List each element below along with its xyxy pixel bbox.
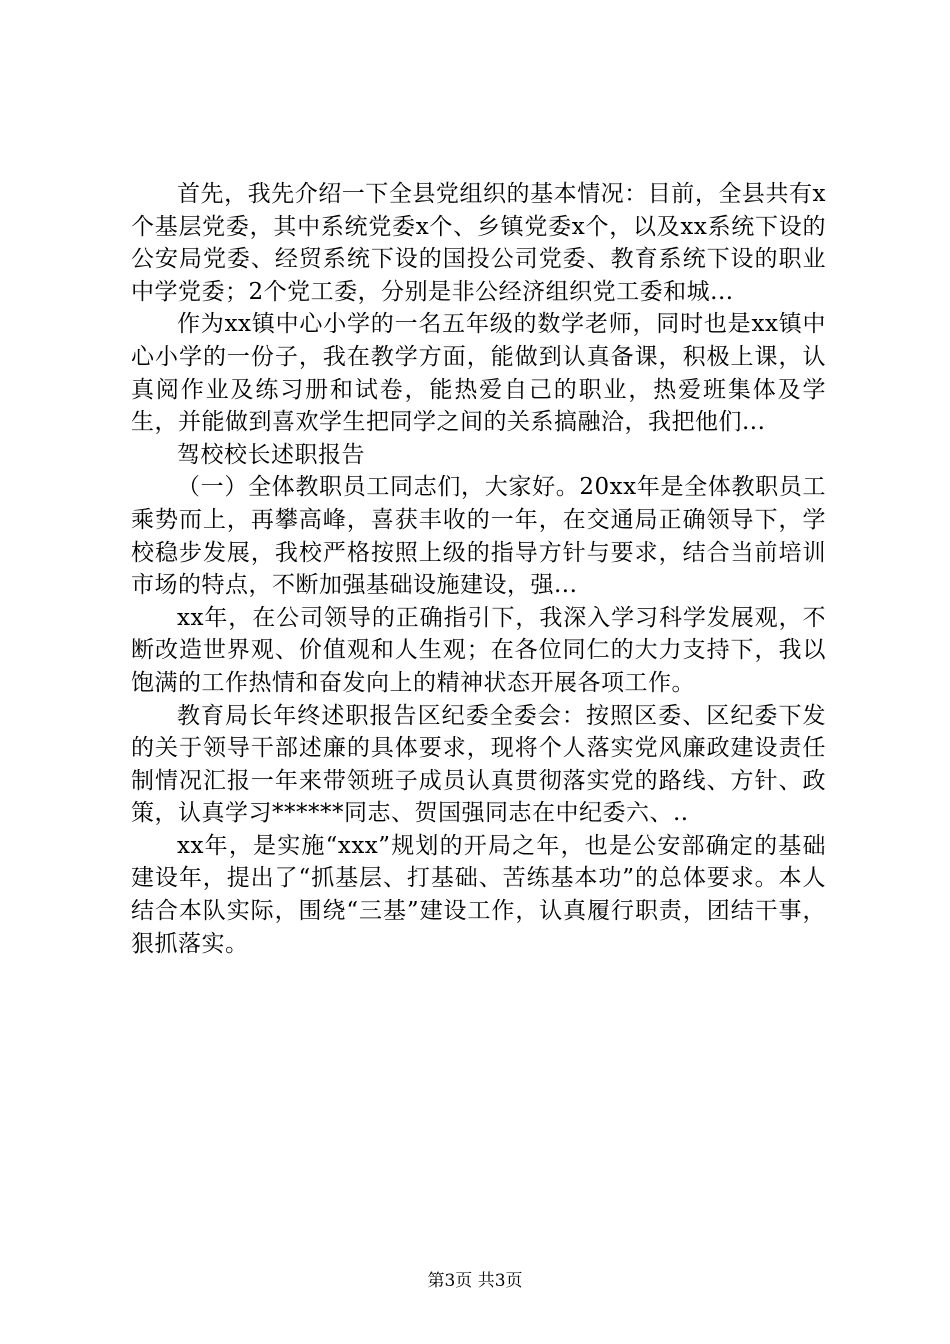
- paragraph-company-work: xx年，在公司领导的正确指引下，我深入学习科学发展观，不断改造世界观、价值观和人生观；在各位同仁的大力支持下，我以饱满的工作热情和奋发向上的精神状态开展各项工作。: [131, 604, 826, 696]
- page-footer: [0, 1270, 950, 1292]
- page-number: 第3页 共3页: [427, 1271, 523, 1291]
- document-body: [131, 178, 826, 960]
- paragraph-math-teacher: 作为xx镇中心小学的一名五年级的数学老师，同时也是xx镇中心小学的一份子，我在教学方面，能做到认真备课，积极上课，认真阅作业及练习册和试卷，能热爱自己的职业，热爱班集体及学生，并能做到喜欢学生把同学之间的关系搞融洽，我把他们...: [131, 311, 826, 436]
- paragraph-party-organization: 首先，我先介绍一下全县党组织的基本情况：目前，全县共有x个基层党委，其中系统党委x个、乡镇党委x个，以及xx系统下设的公安局党委、经贸系统下设的国投公司党委、教育系统下设的职业中学党委；2个党工委，分别是非公经济组织党工委和城...: [131, 181, 826, 305]
- paragraph-education-bureau: 教育局长年终述职报告区纪委全委会：按照区委、区纪委下发的关于领导干部述廉的具体要求，现将个人落实党风廉政建设责任制情况汇报一年来带领班子成员认真贯彻落实党的路线、方针、政策，认真学习******同志、贺国强同志在中纪委六、..: [131, 702, 826, 827]
- paragraph-staff-address: （一）全体教职员工同志们，大家好。20xx年是全体教职员工乘势而上，再攀高峰，喜获丰收的一年，在交通局正确领导下，学校稳步发展，我校严格按照上级的指导方针与要求，结合当前培训市场的特点，不断加强基础设施建设，强...: [131, 474, 826, 599]
- paragraph-heading-driving-school: 驾校校长述职报告: [177, 441, 365, 468]
- paragraph-police-basics: xx年，是实施“xxx”规划的开局之年，也是公安部确定的基础建设年，提出了“抓基层、打基础、苦练基本功”的总体要求。本人结合本队实际，围绕“三基”建设工作，认真履行职责，团结干事，狠抓落实。: [131, 832, 826, 957]
